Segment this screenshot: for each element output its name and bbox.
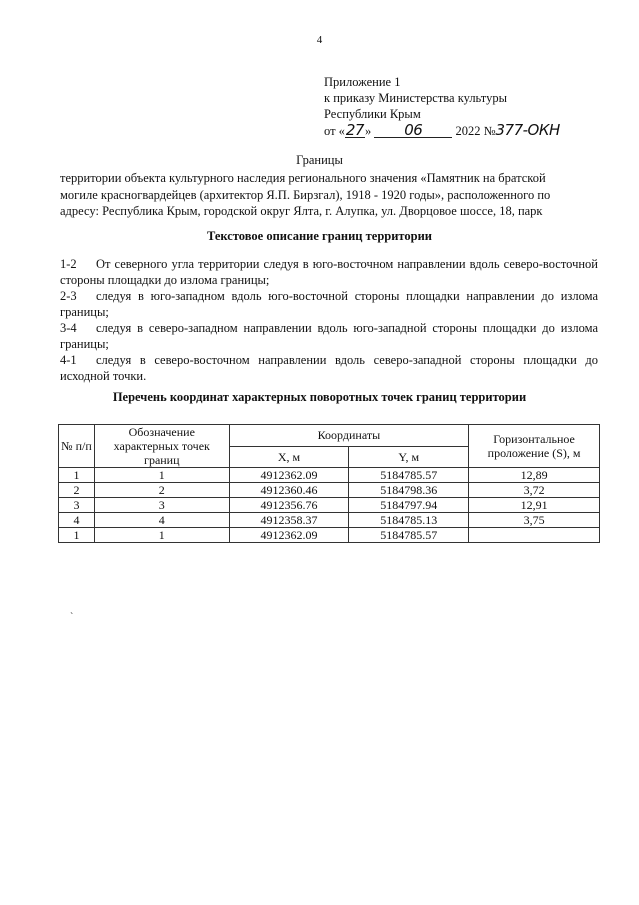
description-item [60,320,598,352]
description-item [60,288,598,320]
cell-point: 1 [94,468,229,483]
table-row [59,528,600,543]
segment-code: 3-4 [60,321,77,335]
header-x: X, м [229,446,349,468]
cell-x: 4912362.09 [229,528,349,543]
cell-y: 5184798.36 [349,483,469,498]
cell-distance [469,528,600,543]
intro-paragraph: территории объекта культурного наследия регионального значения «Памятник на братской могиле красногвардейцев (архитектор Я.П. Бирзгал), 1918 - 1920 годы», расположенного по адресу: Республика Крым, городской округ Ялта, г. Алупка, ул. Дворцовое шоссе, 18, парк [60,171,551,218]
appendix-block [324,74,560,139]
cell-no: 1 [59,468,95,483]
description-heading: Текстовое описание границ территории [206,229,433,243]
cell-y: 5184785.13 [349,513,469,528]
appendix-date-line [324,122,560,139]
description-item [60,352,598,384]
description-item [60,256,598,288]
table-row [59,468,600,483]
segment-code: 2-3 [60,289,77,303]
boundary-description [60,256,598,384]
appendix-line-3: Республики Крым [324,107,421,121]
coordinates-table [58,424,600,543]
order-number: 377-ОКН [495,121,560,139]
header-coords: Координаты [229,425,469,447]
cell-no: 2 [59,483,95,498]
date-month: 06 [374,124,452,138]
cell-x: 4912356.76 [229,498,349,513]
table-heading: Перечень координат характерных поворотных точек границ территории [112,390,527,404]
appendix-line-2: к приказу Министерства культуры [324,91,507,105]
cell-y: 5184785.57 [349,528,469,543]
date-day: 27 [345,121,364,139]
header-distance: Горизонтальное проложение (S), м [469,425,600,468]
segment-text: следуя в северо-восточном направлении вдоль северо-западной стороны площадки до исходной точки. [60,353,598,383]
date-mid: » [364,124,372,138]
cell-no: 3 [59,498,95,513]
cell-no: 4 [59,513,95,528]
cell-distance: 3,72 [469,483,600,498]
appendix-line-1: Приложение 1 [324,75,401,89]
header-no: № п/п [59,425,95,468]
date-year: 2022 № [455,124,496,138]
cell-no: 1 [59,528,95,543]
cell-y: 5184785.57 [349,468,469,483]
cell-point: 3 [94,498,229,513]
cell-y: 5184797.94 [349,498,469,513]
date-prefix: от « [324,124,345,138]
segment-code: 1-2 [60,257,77,271]
cell-x: 4912358.37 [229,513,349,528]
cell-distance: 12,89 [469,468,600,483]
document-title: Границы [296,153,343,167]
cell-point: 2 [94,483,229,498]
segment-text: следуя в северо-западном направлении вдоль юго-западной стороны площадки до излома границы; [60,321,598,351]
table-row [59,498,600,513]
table-row [59,483,600,498]
cell-point: 4 [94,513,229,528]
segment-text: От северного угла территории следуя в юго-восточном направлении вдоль северо-восточной стороны площадки до излома границы; [60,257,598,287]
header-point: Обозначение характерных точек границ [94,425,229,468]
header-y: Y, м [349,446,469,468]
cell-point: 1 [94,528,229,543]
cell-distance: 12,91 [469,498,600,513]
page-number: 4 [316,34,323,46]
segment-text: следуя в юго-западном вдоль юго-восточной стороны площадки направлении до излома границы; [60,289,598,319]
cell-distance: 3,75 [469,513,600,528]
table-row [59,513,600,528]
cell-x: 4912362.09 [229,468,349,483]
stray-mark: ` [70,612,74,623]
cell-x: 4912360.46 [229,483,349,498]
segment-code: 4-1 [60,353,77,367]
